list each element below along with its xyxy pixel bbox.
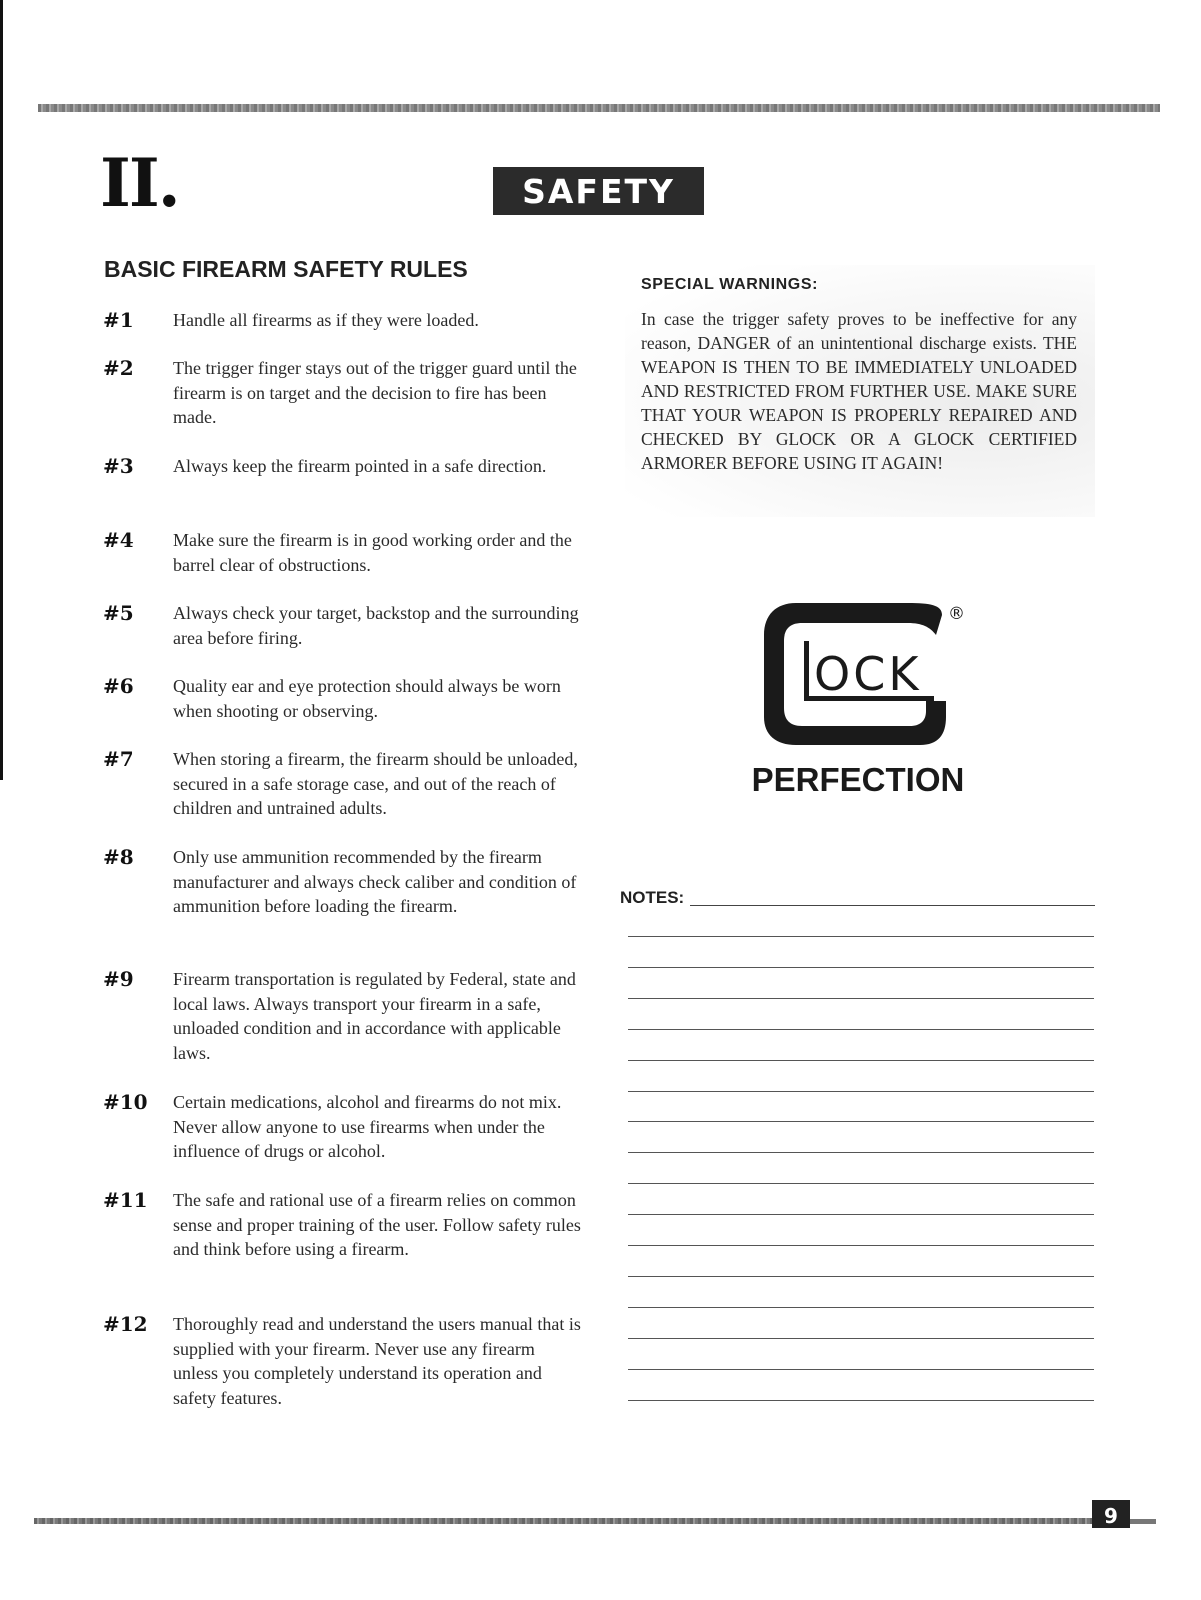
rule-number: #5 — [103, 601, 134, 625]
rule-number: #8 — [103, 845, 134, 869]
top-rule — [38, 104, 1160, 112]
rule-text: Always keep the firearm pointed in a safe direction. — [173, 456, 547, 476]
logo-tagline: PERFECTION — [751, 761, 965, 798]
rule-text: The trigger finger stays out of the trigger guard until the firearm is on target and the decision to fire has been made. — [173, 358, 577, 427]
rule-number: #9 — [103, 967, 134, 991]
rule-text: Thoroughly read and understand the users manual that is supplied with your firearm. Never use any firearm unless you completely understand its operation and safety features. — [173, 1314, 581, 1408]
notes-line[interactable] — [628, 1060, 1094, 1061]
registered-mark: ® — [948, 604, 965, 624]
rule-text: The safe and rational use of a firearm relies on common sense and proper training of the user. Follow safety rules and think before using a firearm. — [173, 1190, 581, 1259]
rule-text: Quality ear and eye protection should always be worn when shooting or observing. — [173, 676, 561, 721]
notes-line[interactable] — [628, 1338, 1094, 1339]
notes-line[interactable] — [628, 936, 1094, 937]
notes-line[interactable] — [628, 1276, 1094, 1277]
rules-heading: BASIC FIREARM SAFETY RULES — [104, 256, 468, 282]
rule-number: #12 — [103, 1312, 148, 1336]
notes-line[interactable] — [628, 998, 1094, 999]
special-warnings-heading: SPECIAL WARNINGS: — [641, 276, 819, 293]
rule-text: Only use ammunition recommended by the firearm manufacturer and always check caliber and condition of ammunition before loading the firearm. — [173, 847, 577, 916]
rule-text: When storing a firearm, the firearm should be unloaded, secured in a safe storage case, and out of the reach of children and untrained adults. — [173, 749, 578, 818]
rule-number: #7 — [103, 747, 134, 771]
rule-text: Always check your target, backstop and the surrounding area before firing. — [173, 603, 579, 648]
page-left-edge — [0, 0, 3, 780]
page-number: 9 — [1092, 1500, 1130, 1528]
notes-line[interactable] — [628, 1369, 1094, 1370]
glock-l-stroke — [804, 641, 809, 701]
glock-letters: OCK — [814, 647, 922, 701]
notes-line[interactable] — [628, 1183, 1094, 1184]
rule-number: #1 — [103, 308, 134, 332]
section-number: II. — [100, 144, 179, 222]
rule-number: #4 — [103, 528, 134, 552]
glock-logo — [730, 595, 990, 805]
notes-line[interactable] — [628, 1121, 1094, 1122]
notes-line[interactable] — [628, 1152, 1094, 1153]
rule-number: #3 — [103, 454, 134, 478]
notes-label: NOTES: — [620, 888, 685, 907]
notes-line[interactable] — [690, 905, 1095, 906]
page-number-tail — [1130, 1519, 1156, 1524]
rule-number: #10 — [103, 1090, 148, 1114]
rule-text: Handle all firearms as if they were loaded. — [173, 310, 479, 330]
bottom-rule — [34, 1518, 1092, 1524]
notes-line[interactable] — [628, 1029, 1094, 1030]
notes-line[interactable] — [628, 1400, 1094, 1401]
special-warnings-box — [625, 265, 1095, 517]
rule-number: #6 — [103, 674, 134, 698]
rule-text: Make sure the firearm is in good working order and the barrel clear of obstructions. — [173, 530, 572, 575]
notes-line[interactable] — [628, 1214, 1094, 1215]
special-warnings-text: In case the trigger safety proves to be ineffective for any reason, DANGER of an unintentional discharge exists. THE WEAPON IS THEN TO BE IMMEDIATELY UNLOADED AND RESTRICTED FROM FURTHER USE. MAKE SURE THAT YOUR WEAPON IS PROPERLY REPAIRED AND CHECKED BY GLOCK OR A GLOCK CERTIFIED ARMORER BEFORE USING IT AGAIN! — [641, 309, 1077, 473]
rule-text: Certain medications, alcohol and firearms do not mix. Never allow anyone to use firearms when under the influence of drugs or alcohol. — [173, 1092, 562, 1161]
notes-line[interactable] — [628, 1245, 1094, 1246]
rule-text: Firearm transportation is regulated by Federal, state and local laws. Always transport your firearm in a safe, unloaded condition and in accordance with applicable laws. — [173, 969, 576, 1063]
notes-line[interactable] — [628, 1091, 1094, 1092]
notes-line[interactable] — [628, 967, 1094, 968]
section-title-badge: SAFETY — [493, 167, 704, 215]
notes-line[interactable] — [628, 1307, 1094, 1308]
rule-number: #11 — [103, 1188, 148, 1212]
rule-number: #2 — [103, 356, 134, 380]
